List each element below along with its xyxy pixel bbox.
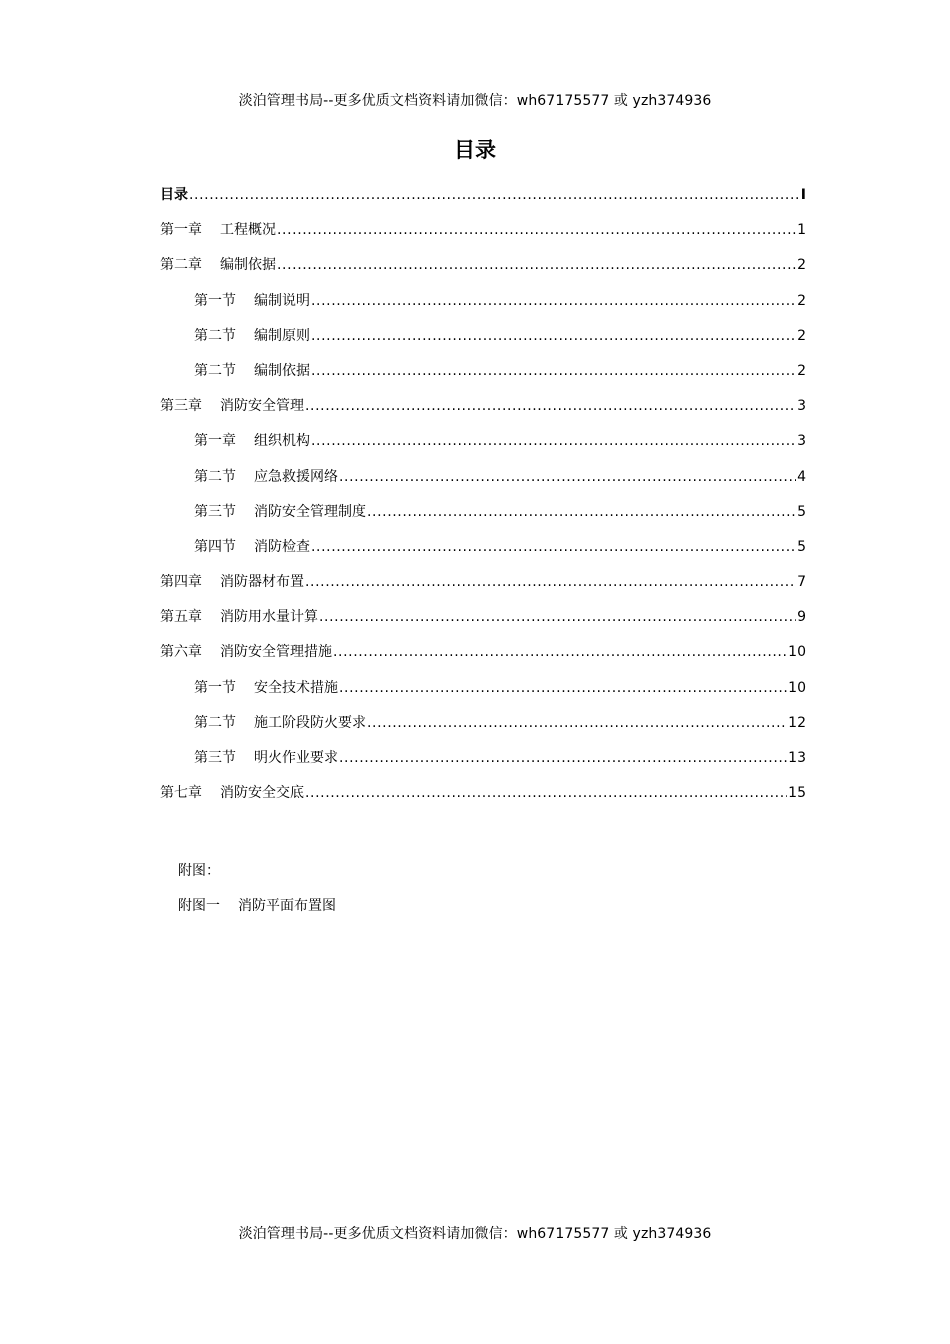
toc-entry-page-number: 10: [788, 679, 806, 696]
toc-entry[interactable]: [160, 749, 806, 784]
toc-entry-page-number: 5: [797, 538, 806, 555]
toc-dot-leader: [277, 221, 796, 239]
toc-entry[interactable]: [160, 784, 806, 819]
toc-entry-title: 消防用水量计算: [220, 609, 318, 626]
toc-entry-number: 第三节: [194, 503, 236, 520]
toc-entry-page-number: 9: [797, 609, 806, 626]
toc-dot-leader: [277, 256, 796, 274]
page-title: 目录: [454, 138, 496, 162]
toc-dot-leader: [189, 186, 800, 204]
toc-entry-title: 消防安全交底: [220, 785, 304, 802]
toc-entry[interactable]: [160, 327, 806, 362]
toc-entry-title: 消防安全管理: [220, 398, 304, 415]
toc-entry-title: 消防安全管理制度: [254, 503, 366, 520]
appendix-item: [178, 897, 336, 932]
toc-dot-leader: [311, 327, 796, 345]
toc-entry-page-number: 2: [797, 292, 806, 309]
toc-entry-page-number: I: [800, 187, 806, 203]
toc-entry-title: 消防器材布置: [220, 574, 304, 591]
toc-entry-page-number: 15: [788, 785, 806, 802]
toc-entry-title: 消防安全管理措施: [220, 644, 332, 661]
toc-entry-number: 第四节: [194, 538, 236, 555]
toc-entry[interactable]: [160, 256, 806, 291]
toc-entry-number: 第二节: [194, 362, 236, 379]
toc-entry-page-number: 3: [797, 398, 806, 415]
toc-entry-title: 目录: [160, 187, 188, 203]
toc-entry[interactable]: [160, 292, 806, 327]
toc-entry-title: 编制原则: [254, 327, 310, 344]
toc-dot-leader: [367, 503, 796, 521]
toc-entry-number: 第二节: [194, 714, 236, 731]
toc-entry-number: 第四章: [160, 574, 202, 591]
toc-dot-leader: [333, 643, 787, 661]
appendix-item-number: 附图一: [178, 898, 220, 914]
toc-dot-leader: [339, 679, 787, 697]
toc-entry[interactable]: [160, 538, 806, 573]
table-of-contents: [160, 186, 806, 819]
toc-entry[interactable]: [160, 679, 806, 714]
toc-dot-leader: [367, 714, 787, 732]
toc-dot-leader: [311, 432, 796, 450]
toc-entry[interactable]: [160, 186, 806, 221]
toc-dot-leader: [311, 362, 796, 380]
toc-dot-leader: [305, 784, 787, 802]
toc-dot-leader: [319, 608, 796, 626]
toc-entry-number: 第一章: [160, 222, 202, 239]
toc-entry-number: 第六章: [160, 644, 202, 661]
toc-entry-title: 编制依据: [220, 257, 276, 274]
toc-entry-number: 第一节: [194, 292, 236, 309]
toc-entry[interactable]: [160, 503, 806, 538]
toc-entry-page-number: 10: [788, 644, 806, 661]
toc-entry[interactable]: [160, 643, 806, 678]
toc-entry-number: 第二章: [160, 257, 202, 274]
toc-entry[interactable]: [160, 608, 806, 643]
toc-dot-leader: [311, 292, 796, 310]
toc-entry-page-number: 12: [788, 714, 806, 731]
toc-entry[interactable]: [160, 468, 806, 503]
toc-entry-number: 第一章: [194, 433, 236, 450]
toc-entry-page-number: 2: [797, 327, 806, 344]
toc-entry[interactable]: [160, 397, 806, 432]
toc-entry-title: 组织机构: [254, 433, 310, 450]
toc-entry-number: 第七章: [160, 785, 202, 802]
page-footer: 淡泊管理书局--更多优质文档资料请加微信：wh67175577 或 yzh374936: [238, 1226, 712, 1242]
toc-entry-page-number: 7: [797, 574, 806, 591]
toc-entry-title: 明火作业要求: [254, 750, 338, 766]
toc-entry-title: 工程概况: [220, 222, 276, 239]
toc-entry-number: 第一节: [194, 679, 236, 696]
toc-entry-title: 编制说明: [254, 292, 310, 309]
toc-entry-page-number: 3: [797, 433, 806, 450]
toc-entry-number: 第二节: [194, 327, 236, 344]
toc-dot-leader: [305, 397, 796, 415]
toc-entry-page-number: 13: [788, 750, 806, 766]
toc-entry-number: 第三节: [194, 750, 236, 766]
toc-entry-title: 施工阶段防火要求: [254, 714, 366, 731]
toc-entry-title: 安全技术措施: [254, 679, 338, 696]
toc-entry[interactable]: [160, 573, 806, 608]
toc-entry-number: 第三章: [160, 398, 202, 415]
toc-entry-title: 消防检查: [254, 538, 310, 555]
toc-entry-page-number: 5: [797, 503, 806, 520]
toc-entry[interactable]: [160, 714, 806, 749]
toc-entry-title: 编制依据: [254, 362, 310, 379]
toc-entry-page-number: 2: [797, 257, 806, 274]
toc-dot-leader: [339, 749, 787, 767]
toc-entry[interactable]: [160, 362, 806, 397]
toc-entry-number: 第二节: [194, 468, 236, 485]
appendix-heading: 附图：: [178, 863, 220, 879]
toc-entry-page-number: 1: [797, 222, 806, 239]
toc-dot-leader: [339, 468, 796, 486]
toc-entry-title: 应急救援网络: [254, 468, 338, 485]
page-header: 淡泊管理书局--更多优质文档资料请加微信：wh67175577 或 yzh374936: [238, 93, 712, 109]
toc-dot-leader: [305, 573, 796, 591]
toc-entry[interactable]: [160, 221, 806, 256]
toc-entry-number: 第五章: [160, 609, 202, 626]
toc-entry-page-number: 4: [797, 468, 806, 485]
toc-entry[interactable]: [160, 432, 806, 467]
toc-entry-page-number: 2: [797, 362, 806, 379]
appendix-item-text: 消防平面布置图: [238, 898, 336, 914]
toc-dot-leader: [311, 538, 796, 556]
appendix-section: [178, 862, 336, 932]
